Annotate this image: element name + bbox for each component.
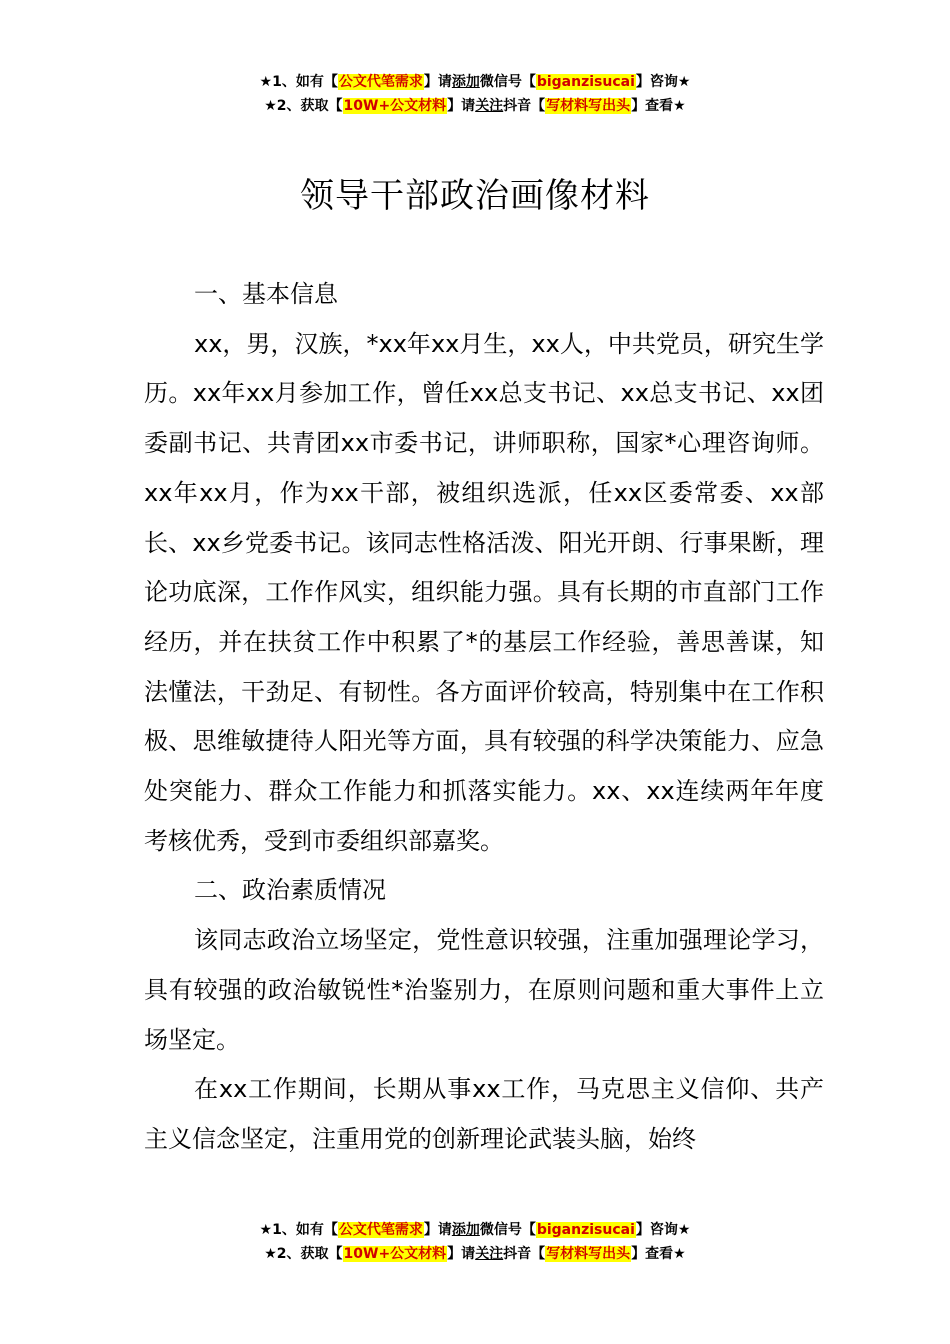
banner-highlight: 10W+公文材料 — [343, 98, 447, 114]
banner-text: 抖音【 — [503, 98, 546, 114]
banner-highlight: 公文代笔需求 — [338, 74, 423, 90]
banner-underline: 添加 — [451, 1222, 480, 1238]
document-body — [144, 270, 824, 1165]
banner-text: ★1、如有【 — [259, 74, 338, 90]
banner-highlight: biganzisucai — [536, 74, 635, 90]
banner-underline: 关注 — [475, 98, 504, 114]
banner-text: 】请 — [447, 1246, 476, 1262]
banner-line-1 — [0, 70, 950, 94]
banner-text: 】咨询★ — [635, 74, 691, 90]
banner-text: 微信号【 — [479, 74, 536, 90]
banner-text: 】请 — [423, 74, 452, 90]
top-banner — [0, 70, 950, 118]
banner-underline: 关注 — [475, 1246, 504, 1262]
banner-highlight: 写材料写出头 — [546, 98, 631, 114]
banner-line-1 — [0, 1218, 950, 1242]
body-paragraph: 在xx工作期间，长期从事xx工作，马克思主义信仰、共产主义信念坚定，注重用党的创新理论武装头脑，始终 — [144, 1075, 824, 1153]
banner-text: 】查看★ — [631, 98, 686, 114]
section-heading: 一、基本信息 — [194, 280, 338, 308]
banner-text: ★1、如有【 — [259, 1222, 338, 1238]
banner-text: 】咨询★ — [635, 1222, 691, 1238]
section-heading: 二、政治素质情况 — [194, 876, 386, 905]
banner-highlight: 公文代笔需求 — [338, 1222, 423, 1238]
document-title: 领导干部政治画像材料 — [300, 176, 650, 216]
bottom-banner — [0, 1218, 950, 1266]
banner-text: 微信号【 — [479, 1222, 536, 1238]
banner-text: 抖音【 — [503, 1246, 546, 1262]
banner-text: 】查看★ — [631, 1246, 686, 1262]
body-paragraph: xx，男，汉族，*xx年xx月生，xx人，中共党员，研究生学历。xx年xx月参加工作，曾任xx总支书记、xx总支书记、xx团委副书记、共青团xx市委书记，讲师职称，国家*心理咨询师。xx年xx月，作为xx干部，被组织选派，任xx区委常委、xx部长、xx乡党委书记。该同志性格活泼、阳光开朗、行事果断，理论功底深，工作作风实，组织能力强。具有长期的市直部门工作经历，并在扶贫工作中积累了*的基层工作经验，善思善谋，知法懂法，干劲足、有韧性。各方面评价较高，特别集中在工作积极、思维敏捷待人阳光等方面，具有较强的科学决策能力、应急处突能力、群众工作能力和抓落实能力。xx、xx连续两年年度考核优秀，受到市委组织部嘉奖。 — [144, 329, 824, 855]
banner-line-2 — [0, 94, 950, 118]
banner-line-2 — [0, 1242, 950, 1266]
banner-text: ★2、获取【 — [264, 98, 343, 114]
banner-highlight: biganzisucai — [536, 1222, 635, 1238]
banner-text: 】请 — [447, 98, 476, 114]
banner-underline: 添加 — [451, 74, 480, 90]
body-paragraph: 该同志政治立场坚定，党性意识较强，注重加强理论学习，具有较强的政治敏锐性*治鉴别力，在原则问题和重大事件上立场坚定。 — [144, 926, 824, 1054]
banner-highlight: 写材料写出头 — [546, 1246, 631, 1262]
banner-text: 】请 — [423, 1222, 452, 1238]
banner-highlight: 10W+公文材料 — [343, 1246, 447, 1262]
banner-text: ★2、获取【 — [264, 1246, 343, 1262]
